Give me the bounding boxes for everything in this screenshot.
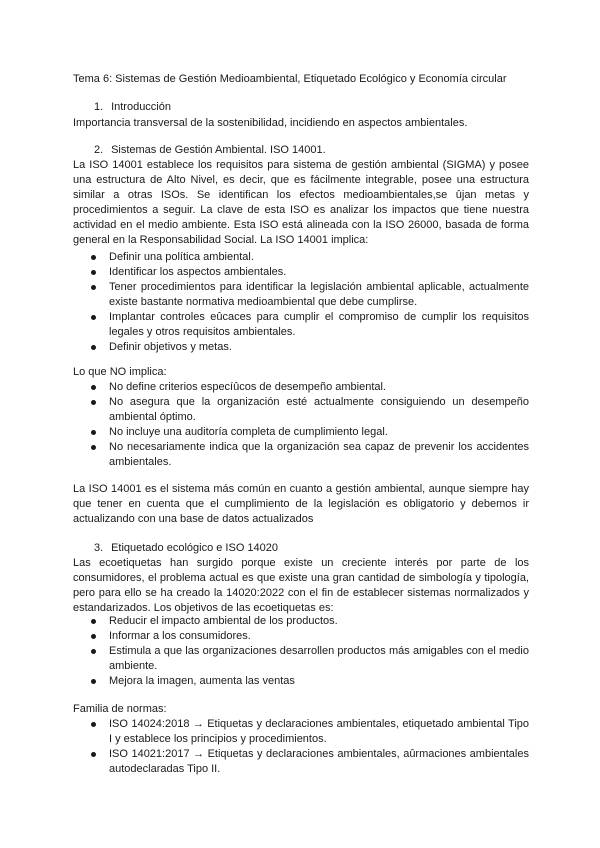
section-3-heading (94, 541, 278, 556)
section-1-title: Introducción (111, 101, 171, 113)
not-implies-label: Lo que NO implica: (73, 366, 167, 378)
ecolabel-objectives-list (73, 614, 529, 689)
list-item: No asegura que la organización esté actualmente consiguiendo un desempeño ambiental óptimo. (73, 395, 529, 425)
list-item: No incluye una auditoría completa de cumplimiento legal. (73, 425, 529, 440)
section-1-number: 1. (94, 101, 104, 113)
list-item: No define criterios especíûcos de desempeño ambiental. (73, 380, 529, 395)
iso14001-not-implies-list (73, 380, 529, 470)
section-2-number: 2. (94, 144, 104, 156)
document-title: Tema 6: Sistemas de Gestión Medioambiental, Etiquetado Ecológico y Economía circular (73, 73, 507, 85)
section-3-number: 3. (94, 542, 104, 554)
list-item: Mejora la imagen, aumenta las ventas (73, 674, 529, 689)
list-item: Reducir el impacto ambiental de los productos. (73, 614, 529, 629)
family-label: Familia de normas: (73, 703, 167, 715)
list-item: Definir objetivos y metas. (73, 340, 529, 355)
section-3-title: Etiquetado ecológico e ISO 14020 (111, 542, 279, 554)
list-item: Definir una política ambiental. (73, 250, 529, 265)
list-item: Tener procedimientos para identificar la legislación ambiental aplicable, actualmente existe bastante normativa medioambiental que debe cumplirse. (73, 280, 529, 310)
section-1-heading (94, 100, 171, 115)
section-2-closing: La ISO 14001 es el sistema más común en cuanto a gestión ambiental, aunque siempre hay que tener en cuenta que el cumplimiento de la legislación es obligatorio y debemos ir actualizando con una base de datos actualizados (73, 483, 529, 525)
list-item: No necesariamente indica que la organización sea capaz de prevenir los accidentes ambientales. (73, 440, 529, 470)
list-item: ISO 14024:2018 → Etiquetas y declaraciones ambientales, etiquetado ambiental Tipo I y establece los principios y procedimientos. (73, 717, 529, 747)
list-item: ISO 14021:2017 → Etiquetas y declaraciones ambientales, aûrmaciones ambientales autodeclaradas Tipo II. (73, 747, 529, 777)
list-item: Informar a los consumidores. (73, 629, 529, 644)
section-2-title: Sistemas de Gestión Ambiental. ISO 14001. (111, 144, 326, 156)
section-3-intro: Las ecoetiquetas han surgido porque existe un creciente interés por parte de los consumidores, el problema actual es que existe una gran cantidad de simbología y tipología, pero para ello se ha creado la 14020:2022 con el fin de establecer sistemas normalizados y estandarizados. Los objetivos de las ecoetiquetas es: (73, 557, 529, 614)
list-item: Estimula a que las organizaciones desarrollen productos más amigables con el medio ambiente. (73, 644, 529, 674)
norms-family-list (73, 717, 529, 777)
list-item: Implantar controles eûcaces para cumplir el compromiso de cumplir los requisitos legales y otros requisitos ambientales. (73, 310, 529, 340)
section-2-intro: La ISO 14001 establece los requisitos para sistema de gestión ambiental (SIGMA) y posee una estructura de Alto Nivel, es decir, que es fácilmente integrable, posee una estructura similar a otras ISOs. Se identifican los efectos medioambientales,se ûjan metas y procedimientos a seguir. La clave de esta ISO es analizar los impactos que tiene nuestra actividad en el medio ambiente. Esta ISO está alineada con la ISO 26000, basada de forma general en la Responsabilidad Social. La ISO 14001 implica: (73, 159, 529, 246)
section-2-heading (94, 143, 326, 158)
iso14001-implies-list (73, 250, 529, 355)
list-item: Identificar los aspectos ambientales. (73, 265, 529, 280)
section-1-text: Importancia transversal de la sostenibilidad, incidiendo en aspectos ambientales. (73, 117, 468, 129)
